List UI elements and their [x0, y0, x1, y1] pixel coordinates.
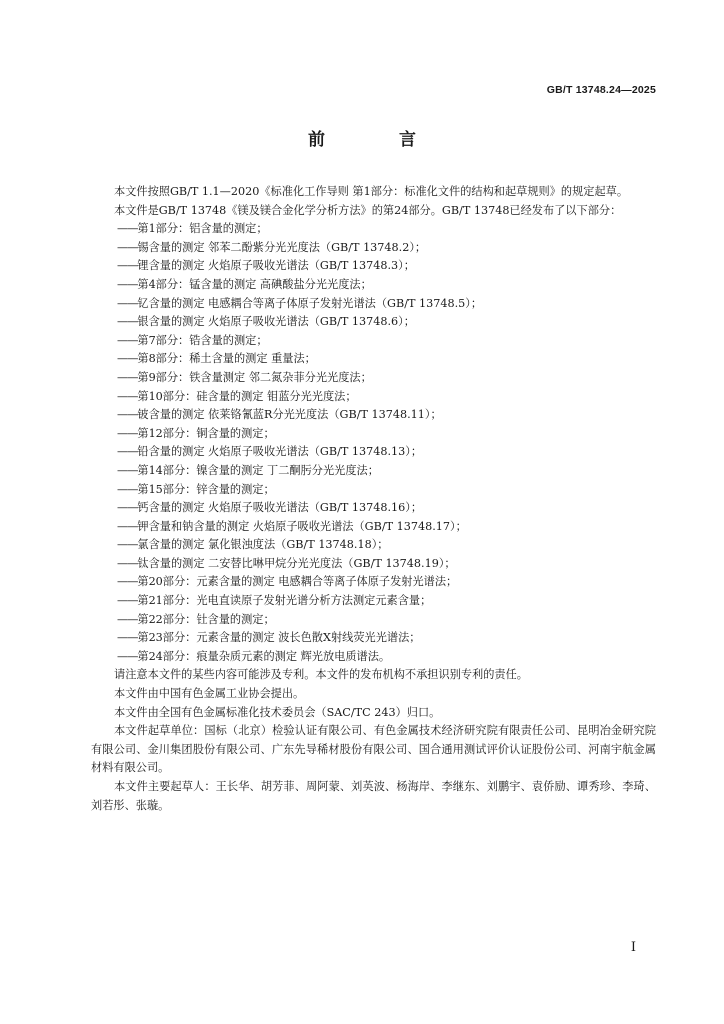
list-item: [91, 295, 656, 314]
list-item: [91, 425, 656, 444]
list-item: [91, 573, 656, 592]
list-dash: ——: [117, 370, 138, 384]
list-dash: ——: [117, 240, 138, 254]
list-dash: ——: [117, 575, 138, 589]
list-item: [91, 555, 656, 574]
intro-paragraph: 本文件是GB/T 13748《镁及镁合金化学分析方法》的第24部分。GB/T 13748已经发布了以下部分：: [114, 203, 622, 217]
list-item: [91, 388, 656, 407]
list-item: [91, 369, 656, 388]
list-item: [91, 257, 656, 276]
list-item: [91, 350, 656, 369]
list-item: [91, 239, 656, 258]
list-item-text: 第24部分：痕量杂质元素的测定 辉光放电质谱法。: [137, 649, 391, 663]
list-item: [91, 518, 656, 537]
list-dash: ——: [117, 501, 138, 515]
list-item-text: 锡含量的测定 邻苯二酚紫分光光度法（GB/T 13748.2）；: [137, 240, 427, 254]
list-dash: ——: [117, 352, 138, 366]
list-dash: ——: [117, 445, 138, 459]
list-item-text: 第20部分：元素含量的测定 电感耦合等离子体原子发射光谱法；: [137, 575, 458, 589]
list-item-text: 第7部分：锆含量的测定；: [137, 333, 268, 347]
list-item: [91, 481, 656, 500]
list-item-text: 第12部分：铜含量的测定；: [137, 426, 275, 440]
list-item-text: 第14部分：镍含量的测定 丁二酮肟分光光度法；: [137, 463, 379, 477]
list-dash: ——: [117, 426, 138, 440]
intro-paragraph: 本文件按照GB/T 1.1—2020《标准化工作导则 第1部分：标准化文件的结构和起草规则》的规定起草。: [114, 185, 629, 198]
list-item-text: 氯含量的测定 氯化银浊度法（GB/T 13748.18）；: [137, 538, 389, 552]
list-item-text: 银含量的测定 火焰原子吸收光谱法（GB/T 13748.6）；: [137, 315, 415, 329]
list-dash: ——: [117, 482, 138, 496]
patent-notice: 请注意本文件的某些内容可能涉及专利。本文件的发布机构不承担识别专利的责任。: [114, 668, 528, 682]
list-item: [91, 648, 656, 667]
list-item-text: 钛含量的测定 二安替比啉甲烷分光光度法（GB/T 13748.19）；: [137, 556, 456, 570]
list-dash: ——: [117, 408, 138, 422]
list-item-text: 第8部分：稀土含量的测定 重量法；: [137, 352, 316, 366]
list-dash: ——: [117, 259, 138, 273]
list-item-text: 第9部分：铁含量测定 邻二氮杂菲分光光度法；: [137, 370, 372, 384]
list-dash: ——: [117, 594, 138, 608]
list-dash: ——: [117, 631, 138, 645]
list-item-text: 第10部分：硅含量的测定 钼蓝分光光度法；: [137, 389, 357, 403]
proposer-statement: 本文件由中国有色金属工业协会提出。: [114, 687, 305, 701]
list-item: [91, 629, 656, 648]
parts-list: [91, 220, 656, 666]
page-title: 前 言: [308, 130, 450, 150]
list-dash: ——: [117, 315, 138, 329]
standard-code-header: GB/T 13748.24—2025: [546, 84, 656, 96]
list-item: [91, 592, 656, 611]
list-item: [91, 276, 656, 295]
list-dash: ——: [117, 556, 138, 570]
list-dash: ——: [117, 463, 138, 477]
list-item-text: 钾含量和钠含量的测定 火焰原子吸收光谱法（GB/T 13748.17）；: [137, 519, 467, 533]
list-dash: ——: [117, 277, 138, 291]
list-dash: ——: [117, 333, 138, 347]
list-item-text: 第23部分：元素含量的测定 波长色散X射线荧光光谱法；: [137, 631, 421, 645]
list-item-text: 铅含量的测定 火焰原子吸收光谱法（GB/T 13748.13）；: [137, 445, 423, 459]
list-item-text: 锂含量的测定 火焰原子吸收光谱法（GB/T 13748.3）；: [137, 259, 415, 273]
committee-statement: 本文件由全国有色金属标准化技术委员会（SAC/TC 243）归口。: [114, 705, 441, 719]
list-item: [91, 443, 656, 462]
drafting-organizations: 本文件起草单位：国标（北京）检验认证有限公司、有色金属技术经济研究院有限责任公司、昆明冶金研究院有限公司、金川集团股份有限公司、广东先导稀材股份有限公司、国合通用测试评价认证股份公司、河南宇航金属材料有限公司。: [91, 724, 656, 775]
list-item: [91, 332, 656, 351]
list-item-text: 第1部分：铝含量的测定；: [137, 222, 268, 236]
page-number: I: [630, 940, 636, 955]
drafters: 本文件主要起草人：王长华、胡芳菲、周阿蒙、刘英波、杨海岸、李继东、刘鹏宇、袁侨励、谭秀珍、李琦、刘若彤、张璇。: [91, 780, 656, 812]
list-item: [91, 406, 656, 425]
list-item: [91, 499, 656, 518]
list-dash: ——: [117, 612, 138, 626]
list-item-text: 第21部分：光电直读原子发射光谱分析方法测定元素含量；: [137, 594, 432, 608]
list-item-text: 第22部分：钍含量的测定；: [137, 612, 275, 626]
list-item-text: 钙含量的测定 火焰原子吸收光谱法（GB/T 13748.16）；: [137, 501, 423, 515]
list-item: [91, 313, 656, 332]
list-item-text: 第15部分：锌含量的测定；: [137, 482, 275, 496]
list-item-text: 第4部分：锰含量的测定 高碘酸盐分光光度法；: [137, 277, 372, 291]
list-item: [91, 536, 656, 555]
list-item: [91, 220, 656, 239]
list-dash: ——: [117, 222, 138, 236]
list-item-text: 钇含量的测定 电感耦合等离子体原子发射光谱法（GB/T 13748.5）；: [137, 296, 483, 310]
list-item: [91, 611, 656, 630]
list-dash: ——: [117, 538, 138, 552]
list-dash: ——: [117, 296, 138, 310]
list-item-text: 铍含量的测定 依莱铬氰蓝R分光光度法（GB/T 13748.11）；: [137, 408, 442, 422]
list-dash: ——: [117, 519, 138, 533]
list-dash: ——: [117, 649, 138, 663]
foreword-body: [91, 183, 656, 815]
list-dash: ——: [117, 389, 138, 403]
list-item: [91, 462, 656, 481]
